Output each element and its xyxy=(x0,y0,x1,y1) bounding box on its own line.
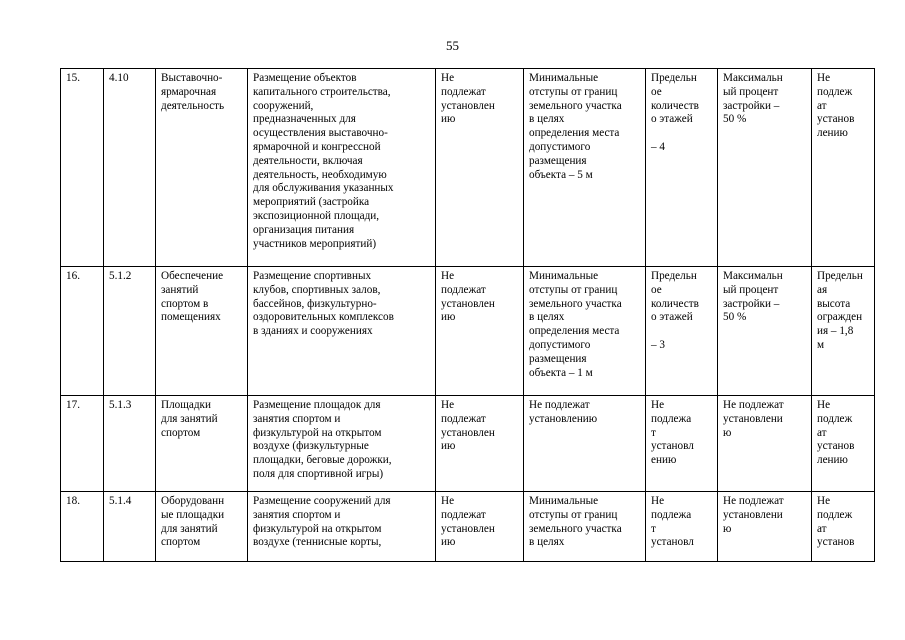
setback-cell: Минимальные отступы от границ земельного участка в целях определения места допустимого размещения объекта – 1 м xyxy=(524,267,646,396)
coverage-cell: Максимальн ый процент застройки – 50 % xyxy=(718,69,812,267)
plot-size-cell: Не подлежат установлен ию xyxy=(436,492,524,562)
coverage-cell: Не подлежат установлени ю xyxy=(718,396,812,492)
page-number: 55 xyxy=(446,38,459,53)
use-description: Размещение спортивных клубов, спортивных залов, бассейнов, физкультурно- оздоровительных комплексов в зданиях и сооружениях xyxy=(248,267,436,396)
coverage-cell: Не подлежат установлени ю xyxy=(718,492,812,562)
use-code: 4.10 xyxy=(104,69,156,267)
setback-cell: Минимальные отступы от границ земельного участка в целях xyxy=(524,492,646,562)
row-number: 17. xyxy=(61,396,104,492)
table-row xyxy=(61,69,875,267)
use-code: 5.1.2 xyxy=(104,267,156,396)
use-code: 5.1.3 xyxy=(104,396,156,492)
floors-cell: Не подлежа т установл xyxy=(646,492,718,562)
floors-cell: Предельн ое количеств о этажей – 4 xyxy=(646,69,718,267)
use-description: Размещение сооружений для занятия спортом и физкультурой на открытом воздухе (теннисные корты, xyxy=(248,492,436,562)
use-description: Размещение площадок для занятия спортом и физкультурой на открытом воздухе (физкультурные площадки, беговые дорожки, поля для спортивной игры) xyxy=(248,396,436,492)
other-limits-cell: Предельн ая высота огражден ия – 1,8 м xyxy=(812,267,875,396)
other-limits-cell: Не подлеж ат установ лению xyxy=(812,69,875,267)
row-number: 18. xyxy=(61,492,104,562)
setback-cell: Не подлежат установлению xyxy=(524,396,646,492)
floors-cell: Не подлежа т установл ению xyxy=(646,396,718,492)
plot-size-cell: Не подлежат установлен ию xyxy=(436,267,524,396)
use-name: Обеспечение занятий спортом в помещениях xyxy=(156,267,248,396)
row-number: 16. xyxy=(61,267,104,396)
coverage-cell: Максимальн ый процент застройки – 50 % xyxy=(718,267,812,396)
setback-cell: Минимальные отступы от границ земельного участка в целях определения места допустимого размещения объекта – 5 м xyxy=(524,69,646,267)
row-number: 15. xyxy=(61,69,104,267)
use-name: Выставочно- ярмарочная деятельность xyxy=(156,69,248,267)
other-limits-cell: Не подлеж ат установ xyxy=(812,492,875,562)
table-row xyxy=(61,267,875,396)
floors-cell: Предельн ое количеств о этажей – 3 xyxy=(646,267,718,396)
other-limits-cell: Не подлеж ат установ лению xyxy=(812,396,875,492)
table-row xyxy=(61,492,875,562)
use-name: Оборудованн ые площадки для занятий спортом xyxy=(156,492,248,562)
use-code: 5.1.4 xyxy=(104,492,156,562)
regulations-table xyxy=(60,68,875,562)
plot-size-cell: Не подлежат установлен ию xyxy=(436,69,524,267)
use-description: Размещение объектов капитального строительства, сооружений, предназначенных для осуществления выставочно- ярмарочной и конгрессной деятельности, включая деятельность, необходимую для обслуживания указанных мероприятий (застройка экспозиционной площади, организация питания участников мероприятий) xyxy=(248,69,436,267)
use-name: Площадки для занятий спортом xyxy=(156,396,248,492)
table-row xyxy=(61,396,875,492)
plot-size-cell: Не подлежат установлен ию xyxy=(436,396,524,492)
